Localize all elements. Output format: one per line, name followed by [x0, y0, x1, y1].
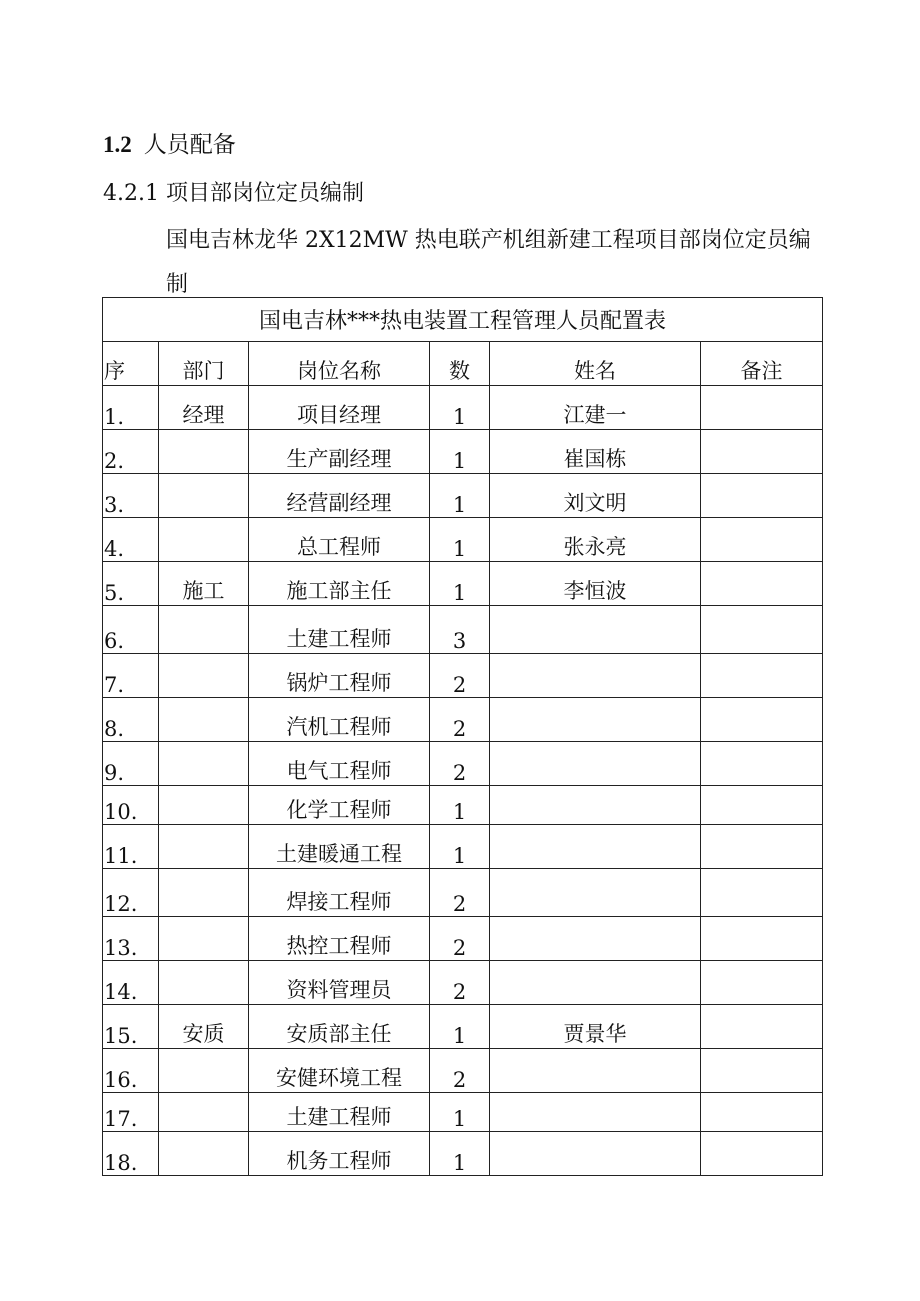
- cell-seq: 8.: [103, 698, 159, 742]
- cell-count: 1: [430, 1093, 490, 1132]
- cell-seq: 7.: [103, 654, 159, 698]
- table-row: [103, 869, 823, 917]
- cell-dept: [159, 698, 249, 742]
- header-seq: 序: [103, 342, 159, 386]
- table-row: [103, 961, 823, 1005]
- cell-post: 土建暖通工程: [249, 825, 430, 869]
- cell-post: 经营副经理: [249, 474, 430, 518]
- cell-dept: [159, 1132, 249, 1176]
- cell-post: 土建工程师: [249, 606, 430, 654]
- cell-dept: [159, 961, 249, 1005]
- cell-count: 1: [430, 562, 490, 606]
- cell-name: [490, 917, 701, 961]
- section-heading: [103, 126, 236, 159]
- cell-name: [490, 825, 701, 869]
- cell-post: 资料管理员: [249, 961, 430, 1005]
- cell-seq: 13.: [103, 917, 159, 961]
- cell-note: [701, 654, 823, 698]
- cell-count: 1: [430, 1005, 490, 1049]
- cell-dept: 施工: [159, 562, 249, 606]
- cell-name: [490, 961, 701, 1005]
- cell-count: 2: [430, 961, 490, 1005]
- cell-name: 张永亮: [490, 518, 701, 562]
- cell-name: 李恒波: [490, 562, 701, 606]
- cell-count: 1: [430, 825, 490, 869]
- cell-count: 1: [430, 474, 490, 518]
- cell-name: [490, 1049, 701, 1093]
- cell-post: 机务工程师: [249, 1132, 430, 1176]
- cell-count: 3: [430, 606, 490, 654]
- table-row: [103, 742, 823, 786]
- subsection-heading: 4.2.1 项目部岗位定员编制: [103, 181, 364, 206]
- cell-seq: 17.: [103, 1093, 159, 1132]
- cell-post: 总工程师: [249, 518, 430, 562]
- cell-post: 施工部主任: [249, 562, 430, 606]
- cell-dept: [159, 474, 249, 518]
- cell-count: 2: [430, 742, 490, 786]
- cell-post: 化学工程师: [249, 786, 430, 825]
- cell-name: [490, 698, 701, 742]
- table-title: 国电吉林***热电装置工程管理人员配置表: [103, 298, 823, 342]
- cell-post: 锅炉工程师: [249, 654, 430, 698]
- cell-dept: [159, 917, 249, 961]
- cell-post: 电气工程师: [249, 742, 430, 786]
- header-note: 备注: [701, 342, 823, 386]
- cell-note: [701, 430, 823, 474]
- cell-note: [701, 786, 823, 825]
- cell-name: 江建一: [490, 386, 701, 430]
- cell-dept: [159, 430, 249, 474]
- cell-note: [701, 1049, 823, 1093]
- cell-dept: [159, 518, 249, 562]
- cell-seq: 2.: [103, 430, 159, 474]
- table-row: [103, 917, 823, 961]
- cell-note: [701, 562, 823, 606]
- cell-note: [701, 742, 823, 786]
- cell-dept: [159, 869, 249, 917]
- cell-seq: 1.: [103, 386, 159, 430]
- cell-name: 刘文明: [490, 474, 701, 518]
- cell-count: 2: [430, 654, 490, 698]
- table-row: [103, 1005, 823, 1049]
- cell-note: [701, 869, 823, 917]
- cell-seq: 5.: [103, 562, 159, 606]
- table-row: [103, 1132, 823, 1176]
- cell-name: [490, 654, 701, 698]
- cell-count: 1: [430, 786, 490, 825]
- cell-note: [701, 825, 823, 869]
- section-title: 人员配备: [143, 132, 236, 158]
- cell-count: 1: [430, 386, 490, 430]
- cell-dept: [159, 606, 249, 654]
- cell-note: [701, 1132, 823, 1176]
- cell-note: [701, 386, 823, 430]
- cell-count: 2: [430, 869, 490, 917]
- cell-seq: 14.: [103, 961, 159, 1005]
- header-post: 岗位名称: [249, 342, 430, 386]
- table-row: [103, 786, 823, 825]
- staffing-table: [102, 297, 823, 1176]
- cell-dept: [159, 1049, 249, 1093]
- cell-note: [701, 917, 823, 961]
- cell-name: [490, 606, 701, 654]
- cell-note: [701, 1093, 823, 1132]
- cell-count: 1: [430, 430, 490, 474]
- cell-post: 安质部主任: [249, 1005, 430, 1049]
- table-row: [103, 825, 823, 869]
- table-row: [103, 654, 823, 698]
- cell-count: 2: [430, 917, 490, 961]
- table-row: [103, 474, 823, 518]
- cell-post: 土建工程师: [249, 1093, 430, 1132]
- cell-note: [701, 698, 823, 742]
- cell-count: 2: [430, 1049, 490, 1093]
- cell-dept: 安质: [159, 1005, 249, 1049]
- table-row: [103, 562, 823, 606]
- header-dept: 部门: [159, 342, 249, 386]
- cell-seq: 18.: [103, 1132, 159, 1176]
- cell-name: 贾景华: [490, 1005, 701, 1049]
- cell-seq: 11.: [103, 825, 159, 869]
- cell-note: [701, 1005, 823, 1049]
- cell-dept: [159, 786, 249, 825]
- cell-dept: 经理: [159, 386, 249, 430]
- cell-post: 生产副经理: [249, 430, 430, 474]
- table-row: [103, 386, 823, 430]
- cell-dept: [159, 654, 249, 698]
- cell-dept: [159, 1093, 249, 1132]
- cell-seq: 3.: [103, 474, 159, 518]
- cell-name: [490, 1132, 701, 1176]
- cell-name: [490, 1093, 701, 1132]
- cell-name: [490, 869, 701, 917]
- table-title-row: [103, 298, 823, 342]
- cell-post: 焊接工程师: [249, 869, 430, 917]
- cell-count: 2: [430, 698, 490, 742]
- header-count: 数: [430, 342, 490, 386]
- header-name: 姓名: [490, 342, 701, 386]
- paragraph: 国电吉林龙华 2X12MW 热电联产机组新建工程项目部岗位定员编制: [166, 228, 811, 297]
- cell-seq: 10.: [103, 786, 159, 825]
- table-row: [103, 518, 823, 562]
- cell-seq: 9.: [103, 742, 159, 786]
- table-row: [103, 430, 823, 474]
- cell-post: 项目经理: [249, 386, 430, 430]
- cell-note: [701, 961, 823, 1005]
- cell-seq: 15.: [103, 1005, 159, 1049]
- cell-dept: [159, 825, 249, 869]
- table-header-row: [103, 342, 823, 386]
- cell-post: 热控工程师: [249, 917, 430, 961]
- cell-post: 汽机工程师: [249, 698, 430, 742]
- cell-seq: 12.: [103, 869, 159, 917]
- table-row: [103, 698, 823, 742]
- cell-seq: 6.: [103, 606, 159, 654]
- cell-count: 1: [430, 518, 490, 562]
- cell-post: 安健环境工程: [249, 1049, 430, 1093]
- table-row: [103, 1093, 823, 1132]
- table-row: [103, 1049, 823, 1093]
- table-row: [103, 606, 823, 654]
- cell-dept: [159, 742, 249, 786]
- cell-note: [701, 606, 823, 654]
- cell-name: 崔国栋: [490, 430, 701, 474]
- cell-seq: 16.: [103, 1049, 159, 1093]
- cell-note: [701, 518, 823, 562]
- cell-note: [701, 474, 823, 518]
- section-number: 1.2: [103, 132, 132, 157]
- cell-name: [490, 742, 701, 786]
- cell-count: 1: [430, 1132, 490, 1176]
- cell-name: [490, 786, 701, 825]
- cell-seq: 4.: [103, 518, 159, 562]
